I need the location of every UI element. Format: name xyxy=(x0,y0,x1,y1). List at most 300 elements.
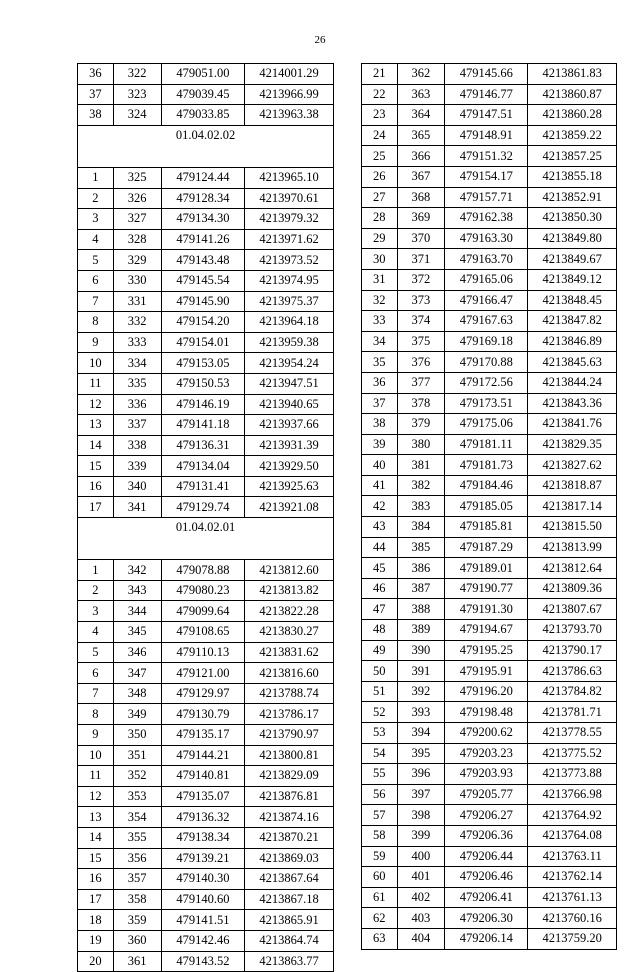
y-coordinate-cell: 4213790.17 xyxy=(528,640,617,661)
point-number-cell: 349 xyxy=(113,704,161,725)
x-coordinate-cell: 479140.60 xyxy=(161,889,245,910)
table-row xyxy=(362,558,617,579)
table-row xyxy=(362,105,617,126)
table-row xyxy=(78,910,334,931)
table-row xyxy=(78,497,334,518)
row-index-cell: 9 xyxy=(78,332,114,353)
x-coordinate-cell: 479166.47 xyxy=(445,290,528,311)
y-coordinate-cell: 4213822.28 xyxy=(245,601,334,622)
y-coordinate-cell: 4213870.21 xyxy=(245,827,334,848)
point-number-cell: 380 xyxy=(397,434,444,455)
row-index-cell: 17 xyxy=(78,889,114,910)
table-row xyxy=(78,270,334,291)
x-coordinate-cell: 479206.41 xyxy=(445,887,528,908)
table-row xyxy=(78,84,334,105)
x-coordinate-cell: 479136.32 xyxy=(161,807,245,828)
row-index-cell: 13 xyxy=(78,415,114,436)
point-number-cell: 376 xyxy=(397,352,444,373)
point-number-cell: 348 xyxy=(113,683,161,704)
row-index-cell: 4 xyxy=(78,229,114,250)
y-coordinate-cell: 4213843.36 xyxy=(528,393,617,414)
point-number-cell: 343 xyxy=(113,580,161,601)
point-number-cell: 322 xyxy=(113,64,161,85)
y-coordinate-cell: 4213863.77 xyxy=(245,951,334,972)
y-coordinate-cell: 4213764.08 xyxy=(528,825,617,846)
section-code: 01.04.02.01 xyxy=(78,518,334,560)
table-row xyxy=(362,517,617,538)
point-number-cell: 390 xyxy=(397,640,444,661)
table-row xyxy=(78,188,334,209)
point-number-cell: 336 xyxy=(113,394,161,415)
y-coordinate-cell: 4213793.70 xyxy=(528,620,617,641)
row-index-cell: 23 xyxy=(362,105,398,126)
x-coordinate-cell: 479181.11 xyxy=(445,434,528,455)
table-row xyxy=(78,622,334,643)
row-index-cell: 10 xyxy=(78,353,114,374)
row-index-cell: 60 xyxy=(362,867,398,888)
y-coordinate-cell: 4213813.82 xyxy=(245,580,334,601)
x-coordinate-cell: 479140.81 xyxy=(161,766,245,787)
y-coordinate-cell: 4213815.50 xyxy=(528,517,617,538)
x-coordinate-cell: 479138.34 xyxy=(161,827,245,848)
table-row xyxy=(78,848,334,869)
y-coordinate-cell: 4213860.28 xyxy=(528,105,617,126)
row-index-cell: 62 xyxy=(362,908,398,929)
point-number-cell: 401 xyxy=(397,867,444,888)
row-index-cell: 16 xyxy=(78,869,114,890)
point-number-cell: 355 xyxy=(113,827,161,848)
point-number-cell: 404 xyxy=(397,928,444,949)
x-coordinate-cell: 479198.48 xyxy=(445,702,528,723)
y-coordinate-cell: 4213867.18 xyxy=(245,889,334,910)
row-index-cell: 51 xyxy=(362,681,398,702)
row-index-cell: 15 xyxy=(78,848,114,869)
row-index-cell: 4 xyxy=(78,622,114,643)
row-index-cell: 27 xyxy=(362,187,398,208)
x-coordinate-cell: 479147.51 xyxy=(445,105,528,126)
row-index-cell: 43 xyxy=(362,517,398,538)
y-coordinate-cell: 4213849.67 xyxy=(528,249,617,270)
table-row xyxy=(362,84,617,105)
row-index-cell: 42 xyxy=(362,496,398,517)
row-index-cell: 28 xyxy=(362,208,398,229)
row-index-cell: 58 xyxy=(362,825,398,846)
point-number-cell: 363 xyxy=(397,84,444,105)
x-coordinate-cell: 479151.32 xyxy=(445,146,528,167)
point-number-cell: 328 xyxy=(113,229,161,250)
point-number-cell: 373 xyxy=(397,290,444,311)
x-coordinate-cell: 479154.01 xyxy=(161,332,245,353)
row-index-cell: 32 xyxy=(362,290,398,311)
y-coordinate-cell: 4213959.38 xyxy=(245,332,334,353)
table-row xyxy=(362,393,617,414)
x-coordinate-cell: 479157.71 xyxy=(445,187,528,208)
y-coordinate-cell: 4213864.74 xyxy=(245,930,334,951)
y-coordinate-cell: 4213857.25 xyxy=(528,146,617,167)
table-row xyxy=(362,578,617,599)
row-index-cell: 10 xyxy=(78,745,114,766)
point-number-cell: 383 xyxy=(397,496,444,517)
table-row xyxy=(78,930,334,951)
y-coordinate-cell: 4213860.87 xyxy=(528,84,617,105)
row-index-cell: 14 xyxy=(78,435,114,456)
row-index-cell: 39 xyxy=(362,434,398,455)
table-row xyxy=(362,249,617,270)
y-coordinate-cell: 4213760.16 xyxy=(528,908,617,929)
y-coordinate-cell: 4213867.64 xyxy=(245,869,334,890)
y-coordinate-cell: 4213812.64 xyxy=(528,558,617,579)
row-index-cell: 37 xyxy=(78,84,114,105)
point-number-cell: 358 xyxy=(113,889,161,910)
row-index-cell: 46 xyxy=(362,578,398,599)
point-number-cell: 399 xyxy=(397,825,444,846)
table-row xyxy=(78,250,334,271)
table-row xyxy=(362,475,617,496)
table-row xyxy=(362,825,617,846)
row-index-cell: 36 xyxy=(362,372,398,393)
y-coordinate-cell: 4213775.52 xyxy=(528,743,617,764)
table-row xyxy=(78,456,334,477)
point-number-cell: 357 xyxy=(113,869,161,890)
y-coordinate-cell: 4213841.76 xyxy=(528,414,617,435)
table-row xyxy=(78,373,334,394)
x-coordinate-cell: 479099.64 xyxy=(161,601,245,622)
table-row xyxy=(78,580,334,601)
point-number-cell: 356 xyxy=(113,848,161,869)
y-coordinate-cell: 4213937.66 xyxy=(245,415,334,436)
x-coordinate-cell: 479206.44 xyxy=(445,846,528,867)
section-header-row xyxy=(78,125,334,167)
point-number-cell: 345 xyxy=(113,622,161,643)
point-number-cell: 364 xyxy=(397,105,444,126)
row-index-cell: 49 xyxy=(362,640,398,661)
row-index-cell: 44 xyxy=(362,537,398,558)
x-coordinate-cell: 479206.36 xyxy=(445,825,528,846)
point-number-cell: 353 xyxy=(113,786,161,807)
y-coordinate-cell: 4213849.12 xyxy=(528,269,617,290)
row-index-cell: 22 xyxy=(362,84,398,105)
y-coordinate-cell: 4214001.29 xyxy=(245,64,334,85)
coordinates-table-left xyxy=(77,63,334,972)
table-row xyxy=(78,807,334,828)
x-coordinate-cell: 479175.06 xyxy=(445,414,528,435)
y-coordinate-cell: 4213786.17 xyxy=(245,704,334,725)
table-row xyxy=(78,663,334,684)
table-row xyxy=(78,476,334,497)
table-row xyxy=(362,496,617,517)
x-coordinate-cell: 479195.91 xyxy=(445,661,528,682)
x-coordinate-cell: 479129.74 xyxy=(161,497,245,518)
table-row xyxy=(362,311,617,332)
point-number-cell: 337 xyxy=(113,415,161,436)
row-index-cell: 12 xyxy=(78,394,114,415)
point-number-cell: 369 xyxy=(397,208,444,229)
x-coordinate-cell: 479200.62 xyxy=(445,723,528,744)
x-coordinate-cell: 479154.20 xyxy=(161,312,245,333)
y-coordinate-cell: 4213973.52 xyxy=(245,250,334,271)
table-row xyxy=(362,681,617,702)
point-number-cell: 377 xyxy=(397,372,444,393)
row-index-cell: 52 xyxy=(362,702,398,723)
x-coordinate-cell: 479196.20 xyxy=(445,681,528,702)
point-number-cell: 375 xyxy=(397,331,444,352)
row-index-cell: 17 xyxy=(78,497,114,518)
row-index-cell: 13 xyxy=(78,807,114,828)
y-coordinate-cell: 4213773.88 xyxy=(528,764,617,785)
y-coordinate-cell: 4213818.87 xyxy=(528,475,617,496)
y-coordinate-cell: 4213766.98 xyxy=(528,784,617,805)
table-row xyxy=(362,640,617,661)
point-number-cell: 350 xyxy=(113,725,161,746)
x-coordinate-cell: 479143.52 xyxy=(161,951,245,972)
y-coordinate-cell: 4213940.65 xyxy=(245,394,334,415)
y-coordinate-cell: 4213817.14 xyxy=(528,496,617,517)
table-row xyxy=(362,764,617,785)
row-index-cell: 29 xyxy=(362,228,398,249)
table-row xyxy=(362,908,617,929)
section-header-row xyxy=(78,518,334,560)
x-coordinate-cell: 479181.73 xyxy=(445,455,528,476)
point-number-cell: 323 xyxy=(113,84,161,105)
point-number-cell: 346 xyxy=(113,642,161,663)
y-coordinate-cell: 4213929.50 xyxy=(245,456,334,477)
table-row xyxy=(362,372,617,393)
table-row xyxy=(362,64,617,85)
y-coordinate-cell: 4213974.95 xyxy=(245,270,334,291)
x-coordinate-cell: 479187.29 xyxy=(445,537,528,558)
row-index-cell: 40 xyxy=(362,455,398,476)
table-row xyxy=(362,166,617,187)
x-coordinate-cell: 479146.77 xyxy=(445,84,528,105)
table-row xyxy=(362,146,617,167)
x-coordinate-cell: 479165.06 xyxy=(445,269,528,290)
row-index-cell: 41 xyxy=(362,475,398,496)
row-index-cell: 61 xyxy=(362,887,398,908)
table-row xyxy=(78,869,334,890)
row-index-cell: 16 xyxy=(78,476,114,497)
table-row xyxy=(362,723,617,744)
y-coordinate-cell: 4213845.63 xyxy=(528,352,617,373)
y-coordinate-cell: 4213970.61 xyxy=(245,188,334,209)
point-number-cell: 374 xyxy=(397,311,444,332)
y-coordinate-cell: 4213848.45 xyxy=(528,290,617,311)
row-index-cell: 37 xyxy=(362,393,398,414)
table-row xyxy=(362,455,617,476)
table-row xyxy=(78,889,334,910)
y-coordinate-cell: 4213844.24 xyxy=(528,372,617,393)
y-coordinate-cell: 4213831.62 xyxy=(245,642,334,663)
table-row xyxy=(78,601,334,622)
table-row xyxy=(78,64,334,85)
x-coordinate-cell: 479191.30 xyxy=(445,599,528,620)
x-coordinate-cell: 479139.21 xyxy=(161,848,245,869)
row-index-cell: 25 xyxy=(362,146,398,167)
y-coordinate-cell: 4213809.36 xyxy=(528,578,617,599)
point-number-cell: 340 xyxy=(113,476,161,497)
x-coordinate-cell: 479150.53 xyxy=(161,373,245,394)
row-index-cell: 55 xyxy=(362,764,398,785)
point-number-cell: 372 xyxy=(397,269,444,290)
point-number-cell: 352 xyxy=(113,766,161,787)
x-coordinate-cell: 479185.05 xyxy=(445,496,528,517)
x-coordinate-cell: 479145.54 xyxy=(161,270,245,291)
table-row xyxy=(78,786,334,807)
row-index-cell: 5 xyxy=(78,250,114,271)
x-coordinate-cell: 479142.46 xyxy=(161,930,245,951)
point-number-cell: 384 xyxy=(397,517,444,538)
row-index-cell: 19 xyxy=(78,930,114,951)
point-number-cell: 378 xyxy=(397,393,444,414)
row-index-cell: 36 xyxy=(78,64,114,85)
y-coordinate-cell: 4213947.51 xyxy=(245,373,334,394)
point-number-cell: 367 xyxy=(397,166,444,187)
point-number-cell: 362 xyxy=(397,64,444,85)
point-number-cell: 334 xyxy=(113,353,161,374)
point-number-cell: 325 xyxy=(113,167,161,188)
table-row xyxy=(362,228,617,249)
x-coordinate-cell: 479134.30 xyxy=(161,209,245,230)
x-coordinate-cell: 479153.05 xyxy=(161,353,245,374)
y-coordinate-cell: 4213975.37 xyxy=(245,291,334,312)
x-coordinate-cell: 479131.41 xyxy=(161,476,245,497)
point-number-cell: 347 xyxy=(113,663,161,684)
row-index-cell: 2 xyxy=(78,580,114,601)
point-number-cell: 392 xyxy=(397,681,444,702)
table-row xyxy=(362,414,617,435)
table-row xyxy=(78,683,334,704)
x-coordinate-cell: 479141.18 xyxy=(161,415,245,436)
y-coordinate-cell: 4213852.91 xyxy=(528,187,617,208)
table-row xyxy=(78,167,334,188)
x-coordinate-cell: 479145.90 xyxy=(161,291,245,312)
table-row xyxy=(78,642,334,663)
x-coordinate-cell: 479146.19 xyxy=(161,394,245,415)
y-coordinate-cell: 4213855.18 xyxy=(528,166,617,187)
x-coordinate-cell: 479033.85 xyxy=(161,105,245,126)
x-coordinate-cell: 479190.77 xyxy=(445,578,528,599)
row-index-cell: 1 xyxy=(78,167,114,188)
point-number-cell: 387 xyxy=(397,578,444,599)
y-coordinate-cell: 4213827.62 xyxy=(528,455,617,476)
x-coordinate-cell: 479039.45 xyxy=(161,84,245,105)
point-number-cell: 400 xyxy=(397,846,444,867)
y-coordinate-cell: 4213829.35 xyxy=(528,434,617,455)
row-index-cell: 33 xyxy=(362,311,398,332)
table-row xyxy=(78,332,334,353)
table-row xyxy=(78,291,334,312)
point-number-cell: 365 xyxy=(397,125,444,146)
point-number-cell: 344 xyxy=(113,601,161,622)
x-coordinate-cell: 479173.51 xyxy=(445,393,528,414)
point-number-cell: 360 xyxy=(113,930,161,951)
y-coordinate-cell: 4213800.81 xyxy=(245,745,334,766)
x-coordinate-cell: 479078.88 xyxy=(161,560,245,581)
row-index-cell: 26 xyxy=(362,166,398,187)
point-number-cell: 324 xyxy=(113,105,161,126)
y-coordinate-cell: 4213979.32 xyxy=(245,209,334,230)
point-number-cell: 389 xyxy=(397,620,444,641)
point-number-cell: 386 xyxy=(397,558,444,579)
y-coordinate-cell: 4213763.11 xyxy=(528,846,617,867)
table-row xyxy=(362,599,617,620)
table-row xyxy=(362,784,617,805)
table-row xyxy=(362,208,617,229)
y-coordinate-cell: 4213966.99 xyxy=(245,84,334,105)
table-row xyxy=(362,290,617,311)
y-coordinate-cell: 4213790.97 xyxy=(245,725,334,746)
row-index-cell: 30 xyxy=(362,249,398,270)
row-index-cell: 11 xyxy=(78,766,114,787)
x-coordinate-cell: 479163.70 xyxy=(445,249,528,270)
point-number-cell: 359 xyxy=(113,910,161,931)
x-coordinate-cell: 479203.93 xyxy=(445,764,528,785)
point-number-cell: 371 xyxy=(397,249,444,270)
row-index-cell: 56 xyxy=(362,784,398,805)
x-coordinate-cell: 479154.17 xyxy=(445,166,528,187)
table-row xyxy=(362,661,617,682)
row-index-cell: 20 xyxy=(78,951,114,972)
y-coordinate-cell: 4213954.24 xyxy=(245,353,334,374)
table-row xyxy=(362,846,617,867)
point-number-cell: 388 xyxy=(397,599,444,620)
table-row xyxy=(362,125,617,146)
point-number-cell: 395 xyxy=(397,743,444,764)
table-row xyxy=(362,805,617,826)
x-coordinate-cell: 479206.14 xyxy=(445,928,528,949)
y-coordinate-cell: 4213813.99 xyxy=(528,537,617,558)
point-number-cell: 339 xyxy=(113,456,161,477)
x-coordinate-cell: 479141.26 xyxy=(161,229,245,250)
y-coordinate-cell: 4213964.18 xyxy=(245,312,334,333)
row-index-cell: 38 xyxy=(362,414,398,435)
table-row xyxy=(362,867,617,888)
x-coordinate-cell: 479195.25 xyxy=(445,640,528,661)
coordinates-table-right xyxy=(361,63,617,950)
x-coordinate-cell: 479130.79 xyxy=(161,704,245,725)
point-number-cell: 330 xyxy=(113,270,161,291)
table-row xyxy=(78,766,334,787)
x-coordinate-cell: 479121.00 xyxy=(161,663,245,684)
point-number-cell: 327 xyxy=(113,209,161,230)
point-number-cell: 366 xyxy=(397,146,444,167)
point-number-cell: 370 xyxy=(397,228,444,249)
table-row xyxy=(78,745,334,766)
table-row xyxy=(362,331,617,352)
y-coordinate-cell: 4213786.63 xyxy=(528,661,617,682)
table-row xyxy=(78,394,334,415)
row-index-cell: 59 xyxy=(362,846,398,867)
point-number-cell: 396 xyxy=(397,764,444,785)
point-number-cell: 361 xyxy=(113,951,161,972)
table-row xyxy=(78,229,334,250)
table-row xyxy=(78,415,334,436)
table-row xyxy=(362,269,617,290)
row-index-cell: 38 xyxy=(78,105,114,126)
y-coordinate-cell: 4213849.80 xyxy=(528,228,617,249)
point-number-cell: 381 xyxy=(397,455,444,476)
row-index-cell: 12 xyxy=(78,786,114,807)
x-coordinate-cell: 479172.56 xyxy=(445,372,528,393)
table-row xyxy=(362,743,617,764)
y-coordinate-cell: 4213762.14 xyxy=(528,867,617,888)
table-row xyxy=(78,827,334,848)
page-number: 26 xyxy=(314,34,326,46)
y-coordinate-cell: 4213859.22 xyxy=(528,125,617,146)
row-index-cell: 47 xyxy=(362,599,398,620)
point-number-cell: 341 xyxy=(113,497,161,518)
table-row xyxy=(362,187,617,208)
row-index-cell: 6 xyxy=(78,663,114,684)
